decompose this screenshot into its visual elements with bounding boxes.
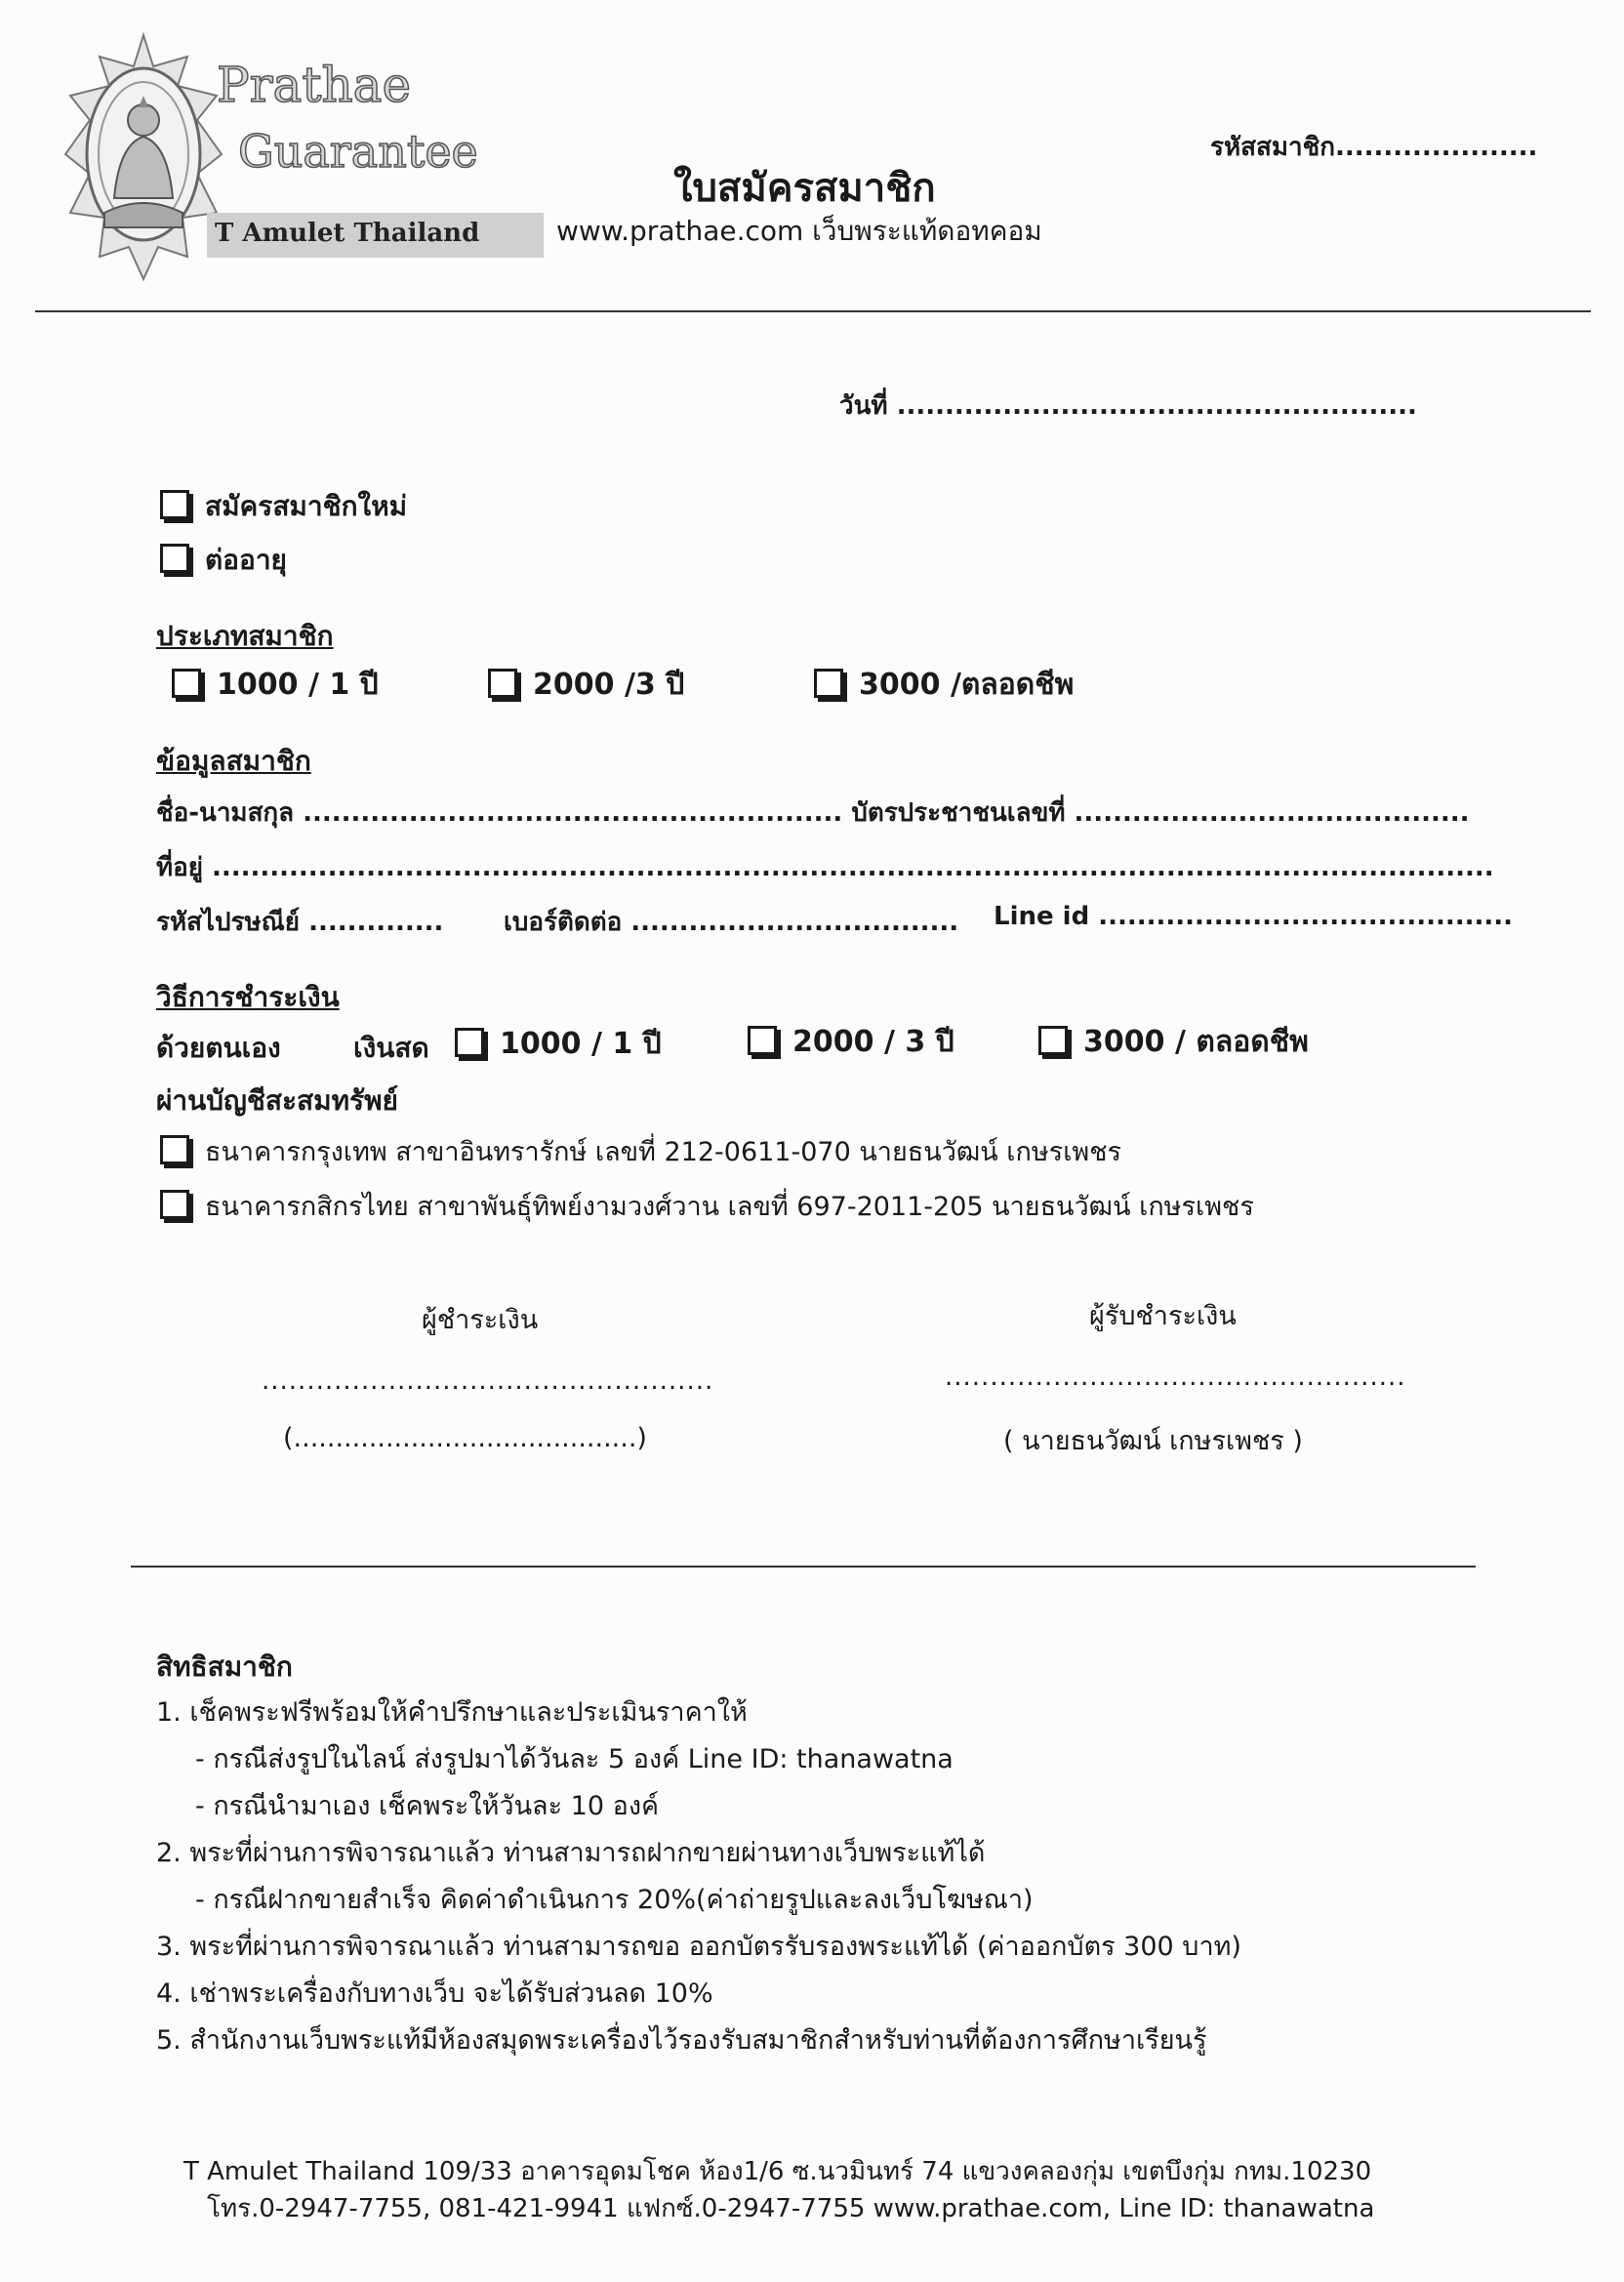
self-pay-label: ด้วยตนเอง (156, 1032, 281, 1064)
footer-contact: โทร.0-2947-7755, 081-421-9941 แฟกซ์.0-2947-7755 www.prathae.com, Line ID: thanawatna (207, 2194, 1375, 2223)
benefit-item: 5. สำนักงานเว็บพระแท้มีห้องสมุดพระเครื่องไว้รองรับสมาชิกสำหรับท่านที่ต้องการศึกษาเรียนรู้ (156, 2025, 1207, 2056)
signature-divider (131, 1566, 1476, 1568)
benefits-heading: สิทธิสมาชิก (156, 1650, 293, 1683)
member-type-checkbox[interactable] (814, 669, 843, 698)
benefit-subitem: - กรณีฝากขายสำเร็จ คิดค่าดำเนินการ 20%(ค่าถ่ายรูปและลงเว็บโฆษณา) (195, 1885, 1034, 1915)
bank-account-checkbox[interactable] (160, 1190, 189, 1219)
header-divider (35, 310, 1591, 312)
logo (61, 27, 490, 283)
member-code-field[interactable]: รหัสสมาชิก..................... (1210, 133, 1538, 162)
postal-code-field[interactable]: รหัสไปรษณีย์ .............. (156, 908, 444, 937)
receiver-name: ( นายธนวัฒน์ เกษรเพชร ) (1003, 1426, 1303, 1456)
form-title: ใบสมัครสมาชิก (673, 166, 936, 211)
payer-label: ผู้ชำระเงิน (422, 1305, 539, 1335)
renew-option[interactable] (160, 539, 287, 582)
phone-field[interactable]: เบอร์ติดต่อ .................................. (504, 908, 959, 937)
bank-account-option-1[interactable] (160, 1130, 1121, 1172)
cash-checkbox[interactable] (455, 1028, 484, 1057)
footer-address: T Amulet Thailand 109/33 อาคารอุดมโชค ห้อง1/6 ซ.นวมินทร์ 74 แขวงคลองกุ่ม เขตบึงกุ่ม กทม.10230 (183, 2157, 1372, 2186)
bank-account-option-2[interactable] (160, 1185, 1254, 1227)
member-type-label: 1000 / 1 ปี (217, 668, 379, 702)
payment-heading: วิธีการชำระเงิน (156, 981, 340, 1013)
form-subtitle: www.prathae.com เว็บพระแท้ดอทคอม (556, 215, 1042, 247)
bank-account-label: ธนาคารกสิกรไทย สาขาพันธุ์ทิพย์งามวงศ์วาน เลขที่ 697-2011-205 นายธนวัฒน์ เกษรเพชร (205, 1192, 1254, 1222)
renew-checkbox[interactable] (160, 544, 189, 573)
new-member-label: สมัครสมาชิกใหม่ (205, 490, 408, 522)
benefit-subitem: - กรณีนำมาเอง เช็คพระให้วันละ 10 องค์ (195, 1791, 660, 1821)
bank-account-label: ธนาคารกรุงเทพ สาขาอินทรารักษ์ เลขที่ 212-0611-070 นายธนวัฒน์ เกษรเพชร (205, 1137, 1122, 1167)
cash-checkbox[interactable] (748, 1026, 777, 1055)
cash-checkbox[interactable] (1038, 1026, 1068, 1055)
benefit-subitem: - กรณีส่งรูปในไลน์ ส่งรูปมาได้วันละ 5 องค์ Line ID: thanawatna (195, 1744, 954, 1774)
member-type-checkbox[interactable] (172, 669, 201, 698)
new-member-checkbox[interactable] (160, 490, 189, 519)
member-type-label: 3000 /ตลอดชีพ (859, 668, 1075, 702)
member-type-option-1[interactable] (172, 662, 379, 708)
cash-option-1[interactable] (455, 1021, 662, 1067)
line-id-field[interactable]: Line id ........................................... (994, 902, 1513, 931)
payer-signature-line[interactable]: .................................................. (262, 1366, 714, 1396)
benefit-item: 3. พระที่ผ่านการพิจารณาแล้ว ท่านสามารถขอ ออกบัตรรับรองพระแท้ได้ (ค่าออกบัตร 300 บาท) (156, 1932, 1241, 1962)
member-type-option-2[interactable] (488, 662, 684, 708)
member-type-option-3[interactable] (814, 662, 1074, 708)
receiver-label: ผู้รับชำระเงิน (1089, 1301, 1237, 1331)
logo-line1: Prathae (217, 57, 412, 113)
account-heading: ผ่านบัญชีสะสมทรัพย์ (156, 1084, 398, 1117)
cash-label: เงินสด (353, 1032, 429, 1064)
benefit-item: 1. เช็คพระฟรีพร้อมให้คำปรึกษาและประเมินราคาให้ (156, 1697, 748, 1728)
member-info-heading: ข้อมูลสมาชิก (156, 745, 311, 777)
payer-name-field[interactable]: (.........................................) (283, 1423, 647, 1453)
receiver-signature-line[interactable]: ................................................... (945, 1363, 1406, 1392)
buddha-emblem-icon (61, 27, 226, 283)
member-type-label: 2000 /3 ปี (533, 668, 685, 702)
benefit-item: 4. เช่าพระเครื่องกับทางเว็บ จะได้รับส่วนลด 10% (156, 1978, 713, 2009)
renew-label: ต่ออายุ (205, 544, 287, 576)
date-field[interactable]: วันที่ ...................................................... (839, 391, 1417, 421)
cash-option-label: 1000 / 1 ปี (500, 1027, 662, 1061)
cash-option-2[interactable] (748, 1019, 954, 1065)
new-member-option[interactable] (160, 485, 407, 528)
address-field[interactable]: ที่อยู่ ..................................................................................................................................... (156, 853, 1494, 882)
cash-option-3[interactable] (1038, 1019, 1309, 1065)
bank-account-checkbox[interactable] (160, 1135, 189, 1164)
cash-option-label: 2000 / 3 ปี (792, 1025, 954, 1059)
member-type-heading: ประเภทสมาชิก (156, 620, 334, 652)
cash-option-label: 3000 / ตลอดชีพ (1083, 1025, 1309, 1059)
member-type-checkbox[interactable] (488, 669, 517, 698)
logo-tagline: T Amulet Thailand (215, 219, 480, 248)
benefit-item: 2. พระที่ผ่านการพิจารณาแล้ว ท่านสามารถฝากขายผ่านทางเว็บพระแท้ได้ (156, 1838, 986, 1868)
name-id-field[interactable]: ชื่อ-นามสกุล ........................................................ บัตรประชาชนเลขที่ ......................................... (156, 798, 1470, 828)
logo-line2: Guarantee (238, 125, 478, 178)
